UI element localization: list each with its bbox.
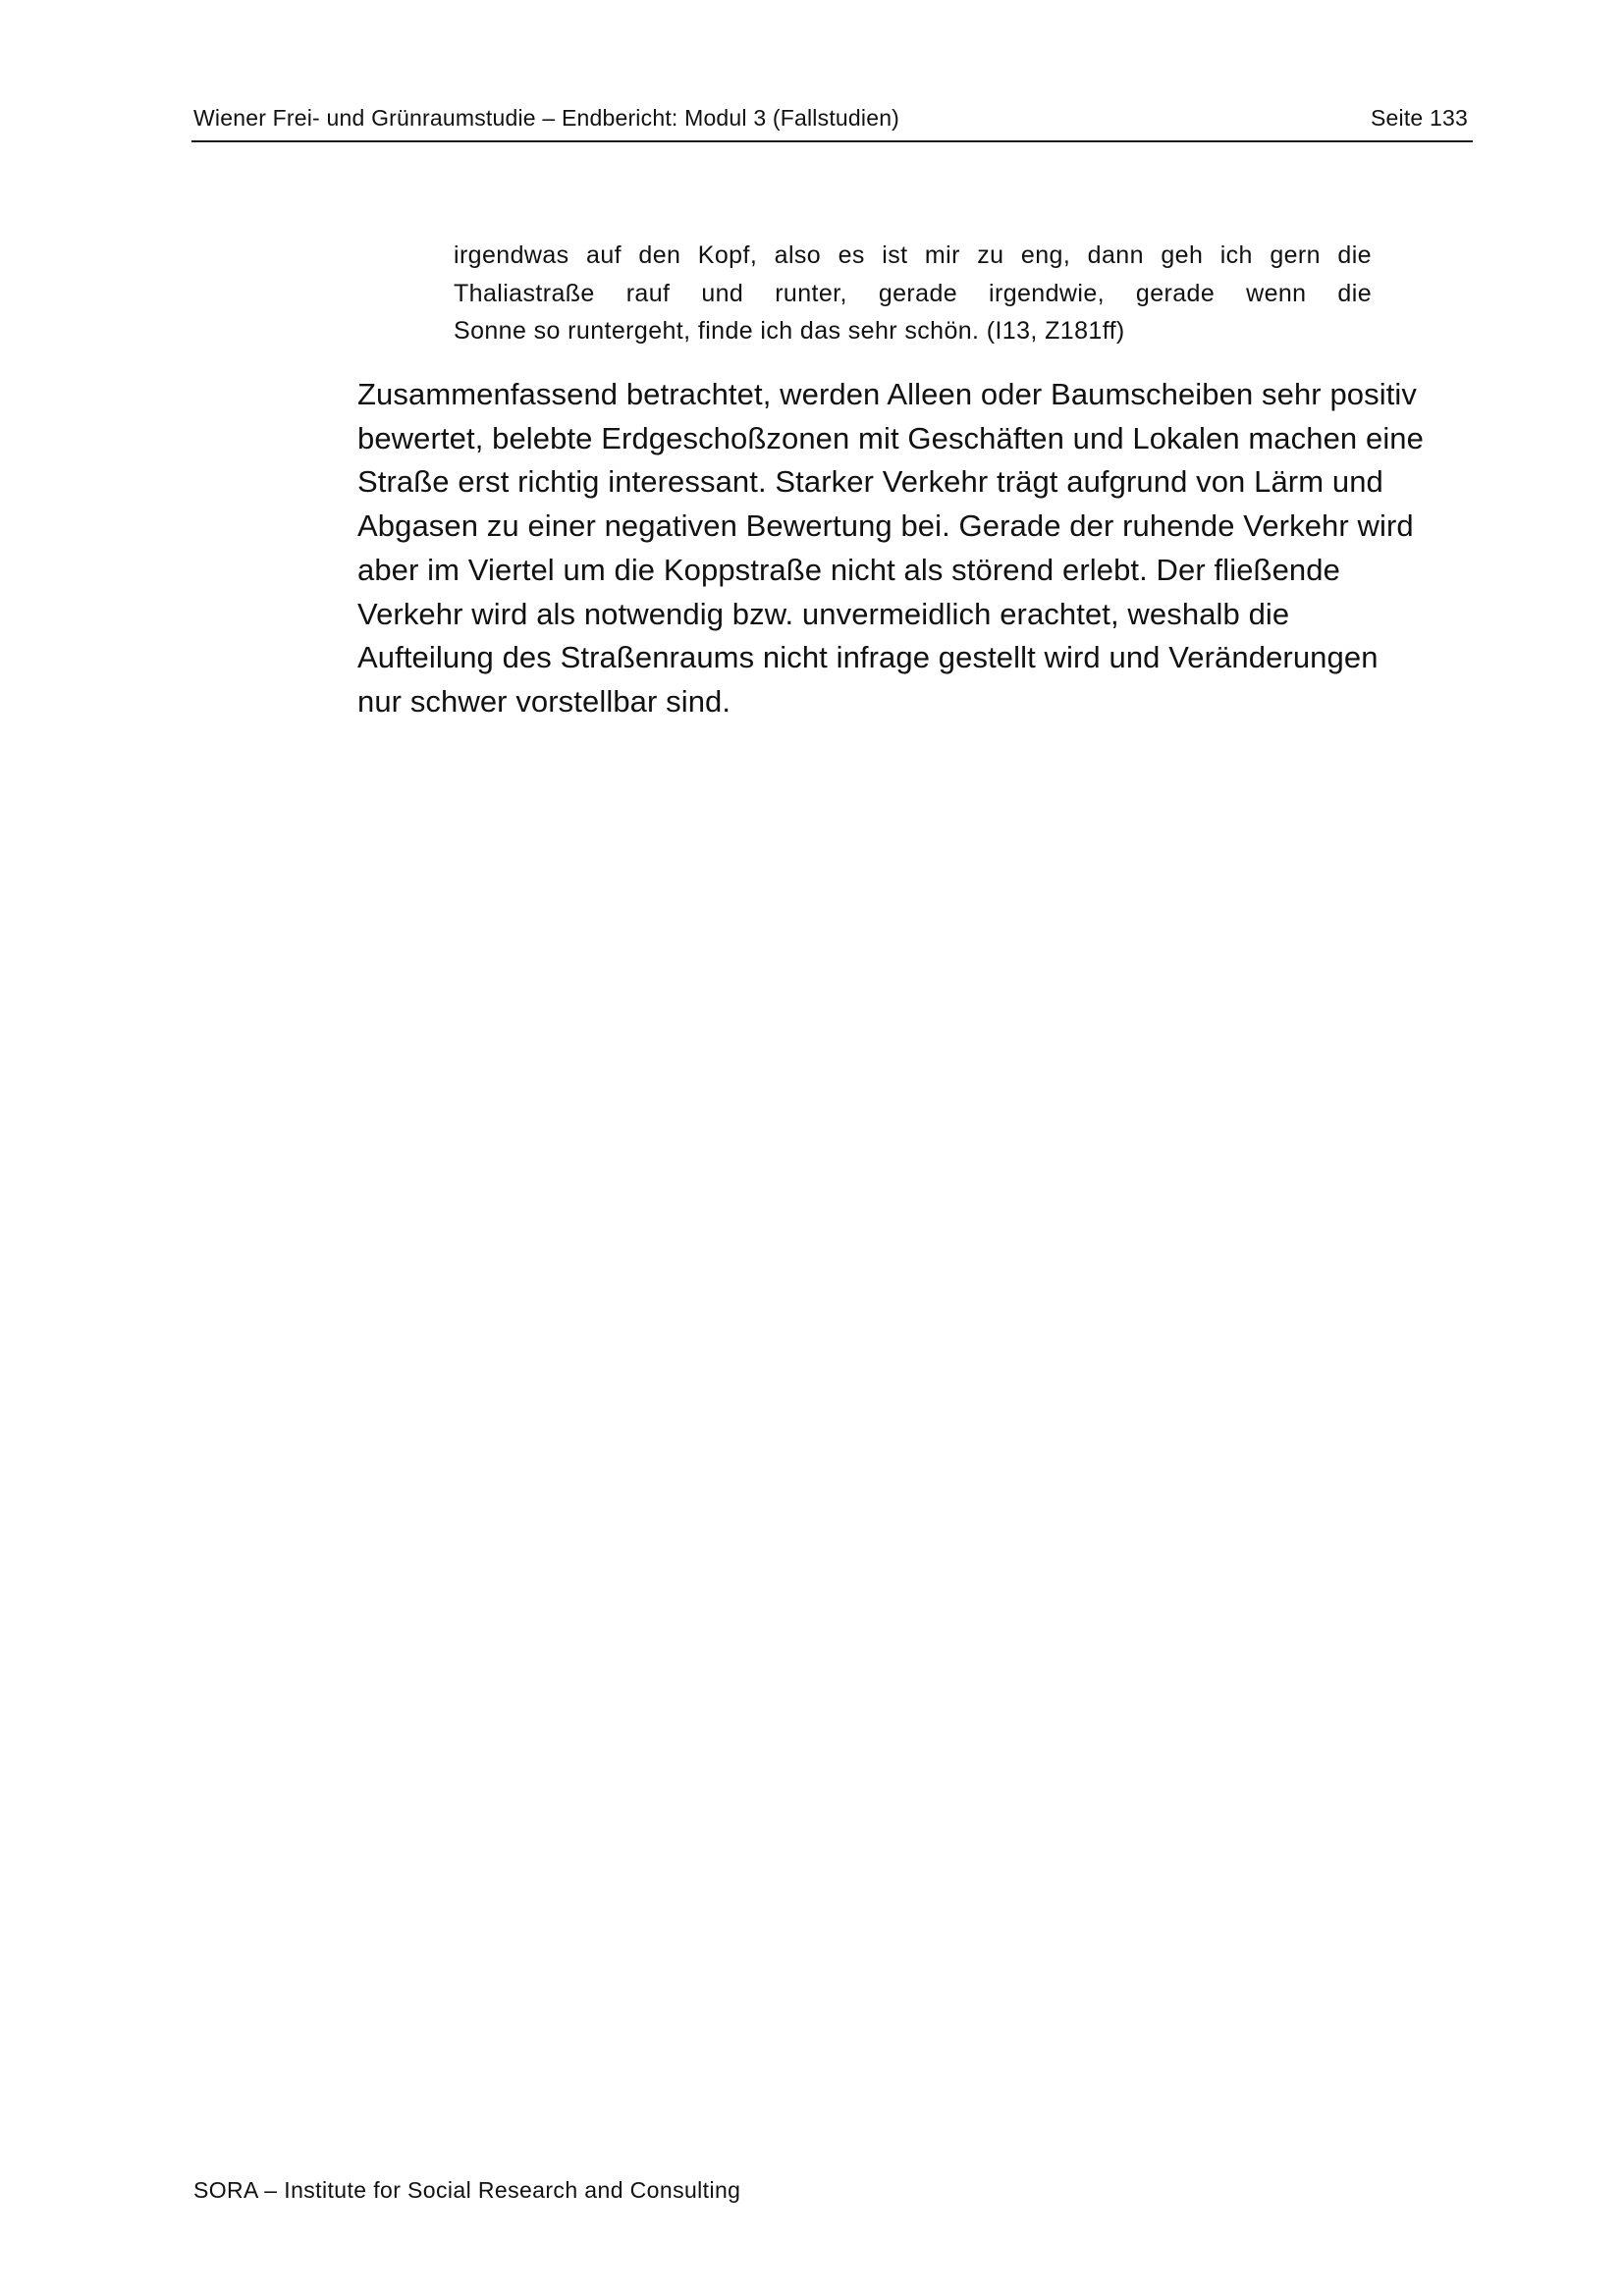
paragraph-line: Abgasen zu einer negativen Bewertung bei. Gerade der ruhende Verkehr wird: [357, 508, 1414, 544]
paragraph-line: aber im Viertel um die Koppstraße nicht als störend erlebt. Der fließende: [357, 552, 1340, 587]
paragraph-line: Zusammenfassend betrachtet, werden Alleen oder Baumscheiben sehr positiv: [357, 377, 1418, 411]
quote-line: Thaliastraße rauf und runter, gerade irgendwie, gerade wenn die: [454, 279, 1372, 307]
paragraph-line: Aufteilung des Straßenraums nicht infrage gestellt wird und Veränderungen: [357, 640, 1379, 675]
page-header: [191, 101, 1473, 142]
paragraph-line: Verkehr wird als notwendig bzw. unvermeidlich erachtet, weshalb die: [357, 596, 1290, 631]
header-title: Wiener Frei- und Grünraumstudie – Endbericht: Modul 3 (Fallstudien): [193, 105, 900, 131]
paragraph-line: Straße erst richtig interessant. Starker Verkehr trägt aufgrund von Lärm und: [357, 464, 1383, 500]
page-number: Seite 133: [1371, 105, 1468, 131]
interview-quote: [454, 237, 1372, 350]
quote-line: irgendwas auf den Kopf, also es ist mir zu eng, dann geh ich gern die: [454, 241, 1372, 269]
page-footer: SORA – Institute for Social Research and Consulting: [193, 2177, 741, 2203]
paragraph-line: bewertet, belebte Erdgeschoßzonen mit Geschäften und Lokalen machen eine: [357, 420, 1424, 455]
paragraph-line: nur schwer vorstellbar sind.: [357, 683, 731, 719]
summary-paragraph: [357, 373, 1477, 724]
quote-line: Sonne so runtergeht, finde ich das sehr schön. (I13, Z181ff): [454, 317, 1125, 345]
